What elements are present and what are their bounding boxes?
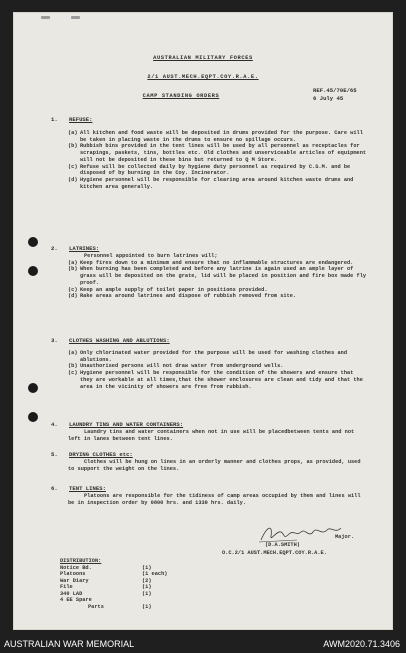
item-text: When burning has been completed and before any latrine is again used an ample layer of grass will be deposited on the grate, lid will be placed in position and fire box made fly proof. <box>80 266 367 286</box>
section-title-drying-clothes: DRYING CLOTHES etc: <box>69 451 133 458</box>
distribution-name: 4 EE Spare <box>60 597 92 603</box>
section-intro: Personnel appointed to burn latrines will; <box>84 253 218 259</box>
section-number: 1. <box>51 116 58 123</box>
list-item <box>68 177 368 190</box>
document-date: 6 July 45 <box>313 95 344 102</box>
item-text: Rubbish bins provided in the tent lines will be used by all personnel as receptacles for scrapings, paskets, tins, bottles etc. Old clothes and unserviceable articles of equipment will not be deposited in these bins but returned to Q M Store. <box>80 143 367 163</box>
distribution-count: (1) <box>142 584 152 590</box>
list-item <box>68 363 368 370</box>
item-label: (b) <box>68 266 78 273</box>
section-title-clothes-washing: CLOTHES WASHING AND ABLUTIONS: <box>69 337 170 344</box>
header-line-2: 2/1 AUST.MECH.EQPT.COY.R.A.E. <box>147 74 259 80</box>
punch-hole <box>28 383 38 393</box>
list-item <box>68 287 368 294</box>
list-item <box>68 164 368 177</box>
header-line-3: CAMP STANDING ORDERS <box>142 93 220 99</box>
distribution-name: File <box>60 584 73 590</box>
signature-name: (D.A.SMITH) <box>265 542 300 548</box>
section-number: 4. <box>51 421 58 428</box>
archive-footer <box>0 637 406 653</box>
staple-mark <box>41 16 50 19</box>
punch-hole <box>28 266 38 276</box>
signature-rank: Major. <box>335 534 355 540</box>
distribution-count: (1) <box>142 590 152 597</box>
footer-institution: AUSTRALIAN WAR MEMORIAL <box>4 639 135 649</box>
list-item <box>68 130 368 143</box>
list-item <box>68 350 368 363</box>
section-title-laundry: LAUNDRY TINS AND WATER CONTAINERS: <box>69 421 184 428</box>
section-body-drying-clothes <box>68 459 368 472</box>
distribution-row <box>60 604 167 611</box>
distribution-name: Platoons <box>60 571 86 577</box>
list-item <box>68 370 368 390</box>
item-text: Hygiene personnel will be responsible for clearing area around kitchen waste drums and kitchen area generally. <box>80 176 354 190</box>
distribution-name: War Diary <box>60 577 89 584</box>
item-label: (c) <box>68 163 78 170</box>
section-body-refuse <box>68 130 368 190</box>
distribution-count: (1) <box>142 603 152 610</box>
punch-hole <box>28 237 38 247</box>
section-title-refuse: REFUSE: <box>69 116 93 123</box>
footer-accession-number: AWM2020.71.3406 <box>323 639 400 649</box>
section-number: 2. <box>51 245 58 252</box>
distribution-count: (1) <box>142 564 152 571</box>
list-item <box>68 260 368 267</box>
distribution-count: (2) <box>142 577 152 584</box>
document-page <box>13 12 393 630</box>
punch-hole <box>28 412 38 422</box>
item-text: Keep fires down to a minimum and ensure that no inflammable structures are endangered. <box>80 259 354 266</box>
item-label: (d) <box>68 176 78 183</box>
section-text: Laundry tins and water containers when not in use will be placedbetween tents and not left in lanes between tent lines. <box>68 429 355 442</box>
signature-appointment: O.C.2/1 AUST.MECH.EQPT.COY.R.A.E. <box>222 550 327 556</box>
distribution-list <box>60 558 167 610</box>
header-line-1: AUSTRALIAN MILITARY FORCES <box>153 55 253 61</box>
section-title-tent-lines: TENT LINES: <box>69 485 106 492</box>
item-label: (a) <box>68 130 78 136</box>
section-number: 3. <box>51 337 58 344</box>
item-text: Only chlorinated water provided for the purpose will be used for washing clothes and ablutions. <box>80 350 348 363</box>
distribution-count: (1 each) <box>142 571 168 577</box>
item-text: Unauthorised persons will not draw water from underground wells. <box>80 363 284 370</box>
item-text: All kitchen and food waste will be deposited in drums provided for the purpose. Care will be taken in placing waste in the drums to ensure no spillage occurs. <box>80 130 363 143</box>
item-label: (b) <box>68 143 78 150</box>
list-item <box>68 143 368 163</box>
item-label: (b) <box>68 363 78 370</box>
list-item <box>68 293 368 300</box>
distribution-name: Parts <box>88 603 104 610</box>
section-number: 5. <box>51 451 58 458</box>
distribution-title: DISTRIBUTION: <box>60 558 102 564</box>
staple-mark <box>71 16 80 19</box>
section-text: Platoons are responsible for the tidiness of camp areas occupied by them and lines will be in inspection order by 0800 hrs. and 1330 hrs. daily. <box>68 493 361 506</box>
section-body-latrines <box>68 253 368 300</box>
item-text: Hygiene personnel will be responsible for the condition of the showers and ensure that they are workable at all times,that the shower enclosures are clean and tidy and that the area in the vicinity of showers are free from rubbish. <box>80 370 363 390</box>
section-body-clothes-washing <box>68 350 368 390</box>
distribution-name: Notice Bd. <box>60 564 92 571</box>
distribution-name: 340 LAD <box>60 590 83 597</box>
item-label: (a) <box>68 259 78 266</box>
section-body-laundry <box>68 429 368 442</box>
item-text: Rake areas around latrines and dispose of rubbish removed from site. <box>80 293 297 300</box>
section-text: Clothes will be hung on lines in an orderly manner and clothes props, as provided, used to support the weight on the lines. <box>68 459 361 472</box>
section-body-tent-lines <box>68 493 368 506</box>
reference-number: REF.45/70E/65 <box>313 87 357 94</box>
list-item <box>68 266 368 286</box>
section-title-latrines: LATRINES: <box>69 245 100 252</box>
item-label: (a) <box>68 350 78 356</box>
item-label: (c) <box>68 370 78 377</box>
section-number: 6. <box>51 485 58 492</box>
item-label: (d) <box>68 293 78 300</box>
item-label: (c) <box>68 286 78 293</box>
item-text: Keep an ample supply of toilet paper in positions provided. <box>80 286 268 293</box>
item-text: Refuse will be collected daily by hygiene duty personnel as required by C.S.M. and be disposed of by burning in the Coy. Incinerator. <box>80 163 351 177</box>
